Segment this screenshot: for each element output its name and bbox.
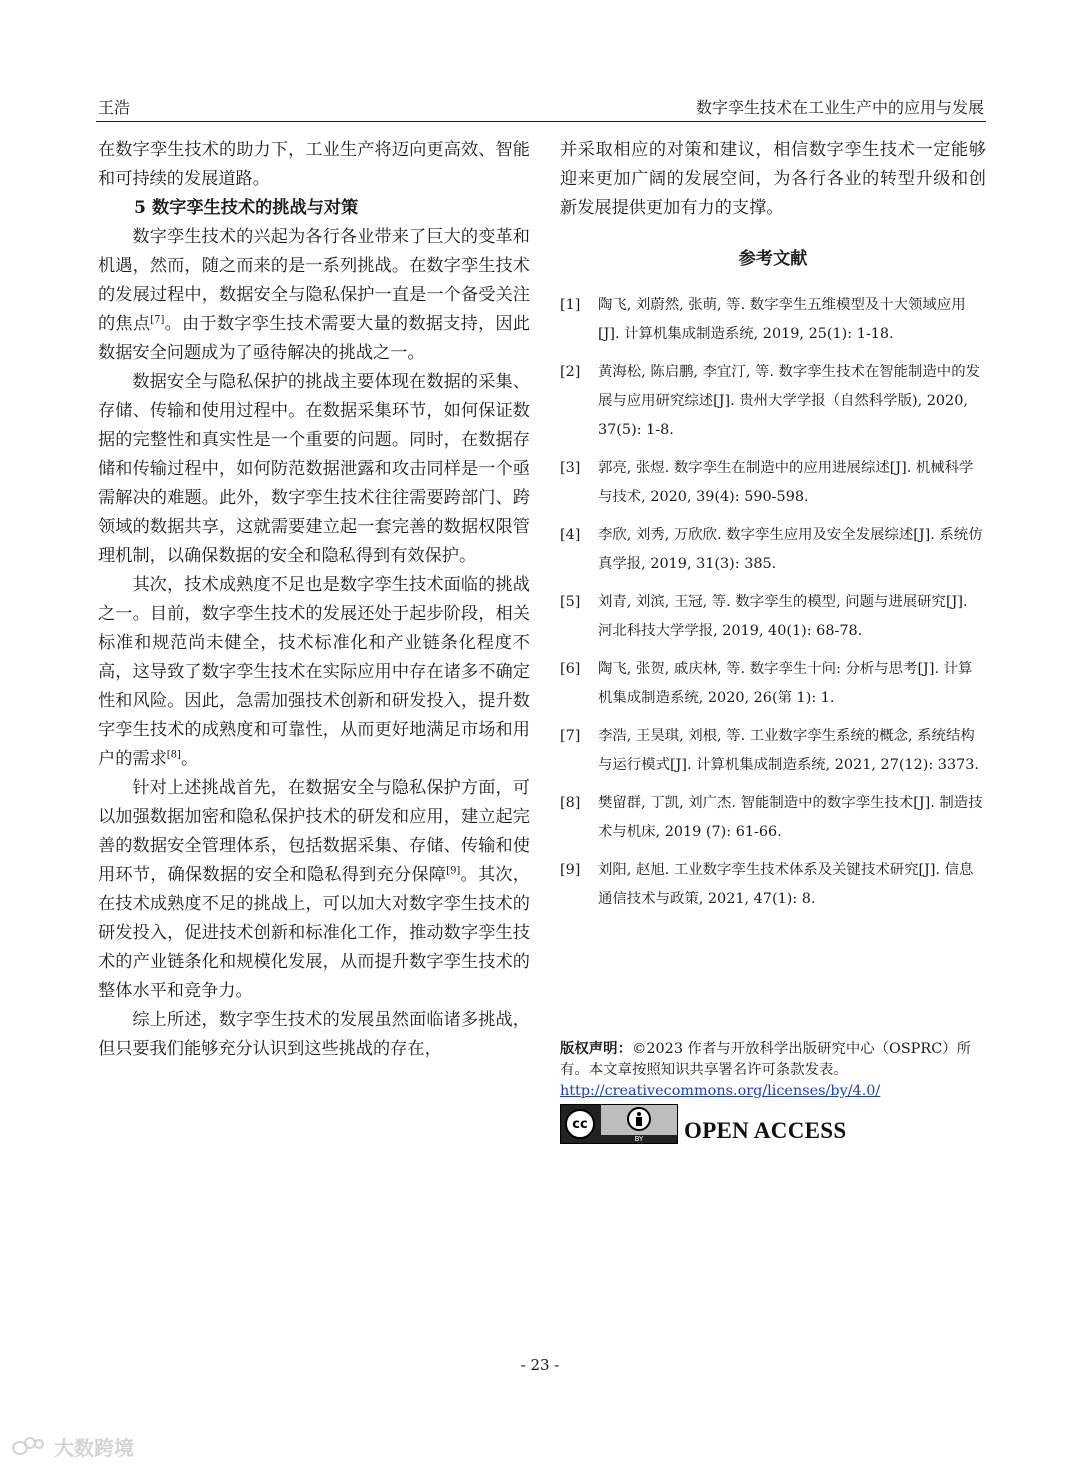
reference-item bbox=[560, 789, 986, 847]
reference-number: [3] bbox=[560, 460, 581, 476]
reference-item bbox=[560, 291, 986, 349]
citation-marker: [8] bbox=[166, 749, 181, 761]
weibo-link-icon bbox=[10, 1435, 50, 1457]
page-number: - 23 - bbox=[520, 1356, 560, 1374]
cc-logo-icon: cc bbox=[565, 1109, 595, 1139]
reference-text: 陶飞, 张贺, 戚庆林, 等. 数字孪生十问: 分析与思考[J]. 计算机集成制造系统, 2020, 26(第 1): 1. bbox=[598, 661, 973, 706]
left-column bbox=[98, 136, 530, 1064]
reference-number: [6] bbox=[560, 661, 581, 677]
reference-item bbox=[560, 358, 986, 445]
paragraph: 综上所述，数字孪生技术的发展虽然面临诸多挑战，但只要我们能够充分认识到这些挑战的存在， bbox=[98, 1010, 530, 1059]
reference-item bbox=[560, 521, 986, 579]
license-badge-row bbox=[560, 1103, 846, 1144]
reference-text: 李浩, 王昊琪, 刘根, 等. 工业数字孪生系统的概念, 系统结构与运行模式[J]. 计算机集成制造系统, 2021, 27(12): 3373. bbox=[598, 728, 980, 773]
paragraph bbox=[98, 571, 530, 774]
reference-text: 刘青, 刘滨, 王冠, 等. 数字孪生的模型, 问题与进展研究[J]. 河北科技大学学报, 2019, 40(1): 68-78. bbox=[598, 594, 968, 639]
right-column bbox=[560, 136, 986, 923]
watermark bbox=[10, 1432, 134, 1460]
by-label: BY bbox=[634, 1135, 644, 1143]
reference-number: [9] bbox=[560, 862, 581, 878]
paragraph: 在数字孪生技术的助力下，工业生产将迈向更高效、智能和可持续的发展道路。 bbox=[98, 140, 530, 189]
reference-text: 郭亮, 张煜. 数字孪生在制造中的应用进展综述[J]. 机械科学与技术, 2020, 39(4): 590-598. bbox=[598, 460, 974, 505]
paragraph-text: 。由于数字孪生技术需要大量的数据支持，因此数据安全问题成为了亟待解决的挑战之一。 bbox=[98, 314, 530, 363]
reference-item bbox=[560, 722, 986, 780]
watermark-text: 大数跨境 bbox=[54, 1435, 134, 1460]
citation-marker: [7] bbox=[150, 314, 165, 326]
running-head-title: 数字孪生技术在工业生产中的应用与发展 bbox=[695, 98, 984, 117]
references-heading: 参考文献 bbox=[738, 249, 808, 269]
reference-list bbox=[560, 291, 986, 914]
paragraph-text: 其次，技术成熟度不足也是数字孪生技术面临的挑战之一。目前，数字孪生技术的发展还处于起步阶段，相关标准和规范尚未健全，技术标准化和产业链条化程度不高，这导致了数字孪生技术在实际应用中存在诸多不确定性和风险。因此，急需加强技术创新和研发投入，提升数字孪生技术的成熟度和可靠性，从而更好地满足市场和用户的需求 bbox=[98, 575, 530, 769]
reference-number: [4] bbox=[560, 527, 581, 543]
reference-text: 樊留群, 丁凯, 刘广杰. 智能制造中的数字孪生技术[J]. 制造技术与机床, 2019 (7): 61-66. bbox=[598, 795, 983, 840]
paragraph-text: 。其次，在技术成熟度不足的挑战上，可以加大对数字孪生技术的研发投入，促进技术创新和标准化工作，推动数字孪生技术的产业链条化和规模化发展，从而提升数字孪生技术的整体水平和竞争力。 bbox=[98, 865, 530, 1001]
by-panel bbox=[601, 1105, 677, 1135]
reference-text: 陶飞, 刘蔚然, 张萌, 等. 数字孪生五维模型及十大领域应用[J]. 计算机集成制造系统, 2019, 25(1): 1-18. bbox=[598, 297, 966, 342]
reference-item bbox=[560, 856, 986, 914]
reference-text: 刘阳, 赵旭. 工业数字孪生技术体系及关键技术研究[J]. 信息通信技术与政策, 2021, 47(1): 8. bbox=[598, 862, 974, 907]
paragraph bbox=[98, 774, 530, 1006]
reference-number: [1] bbox=[560, 297, 581, 313]
section-heading: 5 数字孪生技术的挑战与对策 bbox=[134, 198, 359, 218]
reference-item bbox=[560, 454, 986, 512]
copyright-notice bbox=[560, 1038, 990, 1102]
license-link[interactable]: http://creativecommons.org/licenses/by/4.0/ bbox=[560, 1083, 881, 1099]
paragraph-text: 针对上述挑战首先，在数据安全与隐私保护方面，可以加强数据加密和隐私保护技术的研发和应用，建立起完善的数据安全管理体系，包括数据采集、存储、传输和使用环节，确保数据的安全和隐私得到充分保障 bbox=[98, 778, 530, 885]
paragraph bbox=[98, 223, 530, 368]
reference-number: [8] bbox=[560, 795, 581, 811]
paragraph: 并采取相应的对策和建议，相信数字孪生技术一定能够迎来更加广阔的发展空间，为各行各业的转型升级和创新发展提供更加有力的支撑。 bbox=[560, 140, 986, 218]
reference-text: 李欣, 刘秀, 万欣欣. 数字孪生应用及安全发展综述[J]. 系统仿真学报, 2019, 31(3): 385. bbox=[598, 527, 983, 572]
paragraph-text: 数字孪生技术的兴起为各行各业带来了巨大的变革和机遇，然而，随之而来的是一系列挑战。在数字孪生技术的发展过程中，数据安全与隐私保护一直是一个备受关注的焦点 bbox=[98, 227, 530, 334]
reference-item bbox=[560, 588, 986, 646]
reference-number: [5] bbox=[560, 594, 581, 610]
running-head-author: 王浩 bbox=[98, 98, 131, 117]
reference-number: [2] bbox=[560, 364, 581, 380]
reference-item bbox=[560, 655, 986, 713]
reference-number: [7] bbox=[560, 728, 581, 744]
attribution-person-icon bbox=[627, 1107, 651, 1131]
reference-text: 黄海松, 陈启鹏, 李宜汀, 等. 数字孪生技术在智能制造中的发展与应用研究综述[J]. 贵州大学学报（自然科学版), 2020, 37(5): 1-8. bbox=[598, 364, 980, 438]
cc-by-license-icon[interactable] bbox=[560, 1104, 678, 1144]
copyright-label: 版权声明： bbox=[560, 1040, 632, 1057]
paragraph: 数据安全与隐私保护的挑战主要体现在数据的采集、存储、传输和使用过程中。在数据采集环节，如何保证数据的完整性和真实性是一个重要的问题。同时，在数据存储和传输过程中，如何防范数据泄露和攻击同样是一个亟需解决的难题。此外，数字孪生技术往往需要跨部门、跨领域的数据共享，这就需要建立起一套完善的数据权限管理机制，以确保数据的安全和隐私得到有效保护。 bbox=[98, 372, 530, 566]
open-access-label: OPEN ACCESS bbox=[684, 1118, 847, 1143]
citation-marker: [9] bbox=[446, 865, 461, 877]
paragraph-text: 。 bbox=[180, 749, 199, 769]
header-divider bbox=[96, 121, 986, 122]
copyright-text: ©2023 作者与开放科学出版研究中心（OSPRC）所有。本文章按照知识共享署名许可条款发表。 bbox=[560, 1041, 971, 1078]
